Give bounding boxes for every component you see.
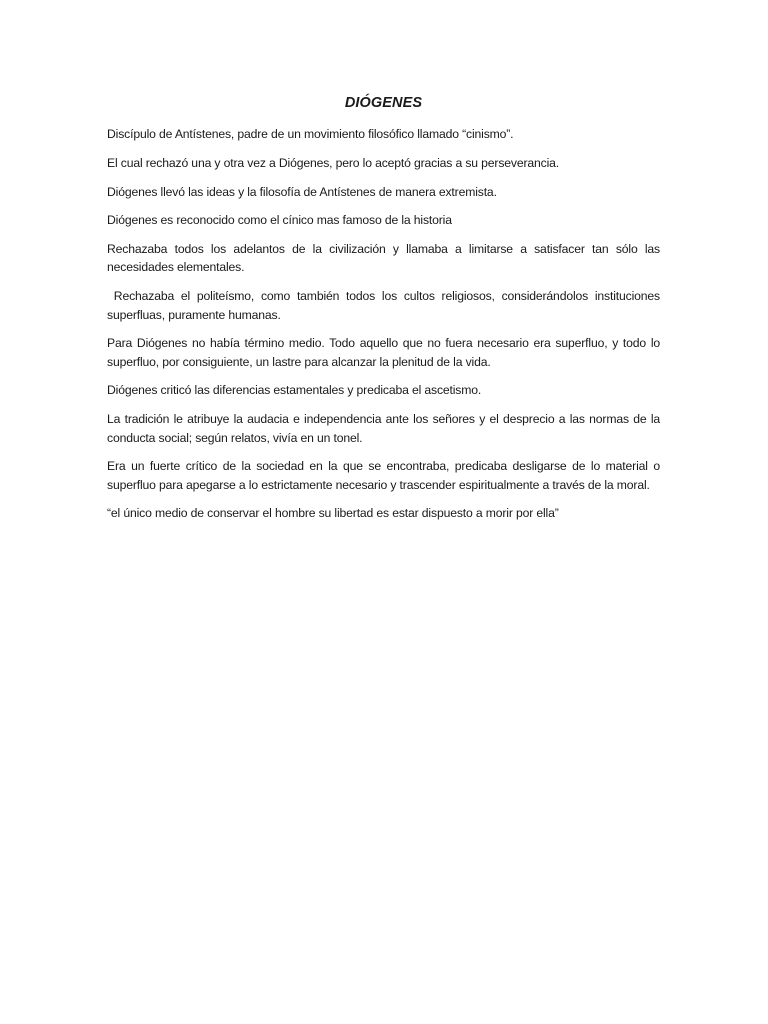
document-body (107, 93, 664, 533)
document-title: DIÓGENES (344, 95, 423, 111)
paragraph-10: Era un fuerte crítico de la sociedad en la que se encontraba, predicaba desligarse de lo material o superfluo para apegarse a lo estrictamente necesario y trascender espiritualmente a través de la moral. (107, 459, 660, 492)
paragraph-6: Rechazaba el politeísmo, como también todos los cultos religiosos, considerándolos instituciones superfluas, puramente humanas. (107, 289, 664, 322)
paragraph-7: Para Diógenes no había término medio. Todo aquello que no fuera necesario era superfluo, y todo lo superfluo, por consiguiente, un lastre para alcanzar la plenitud de la vida. (107, 336, 660, 369)
paragraph-5: Rechazaba todos los adelantos de la civilización y llamaba a limitarse a satisfacer tan sólo las necesidades elementales. (107, 242, 660, 275)
quote-paragraph: “el único medio de conservar el hombre su libertad es estar dispuesto a morir por ella” (107, 506, 559, 521)
paragraph-2: El cual rechazó una y otra vez a Diógenes, pero lo aceptó gracias a su perseverancia. (107, 155, 559, 170)
paragraph-4: Diógenes es reconocido como el cínico mas famoso de la historia (107, 213, 452, 228)
paragraph-8: Diógenes criticó las diferencias estamentales y predicaba el ascetismo. (107, 383, 482, 398)
paragraph-3: Diógenes llevó las ideas y la filosofía de Antístenes de manera extremista. (107, 184, 497, 199)
paragraph-9: La tradición le atribuye la audacia e independencia ante los señores y el desprecio a las normas de la conducta social; según relatos, vivía en un tonel. (107, 412, 660, 445)
paragraph-1: Discípulo de Antístenes, padre de un movimiento filosófico llamado “cinismo”. (107, 127, 514, 141)
